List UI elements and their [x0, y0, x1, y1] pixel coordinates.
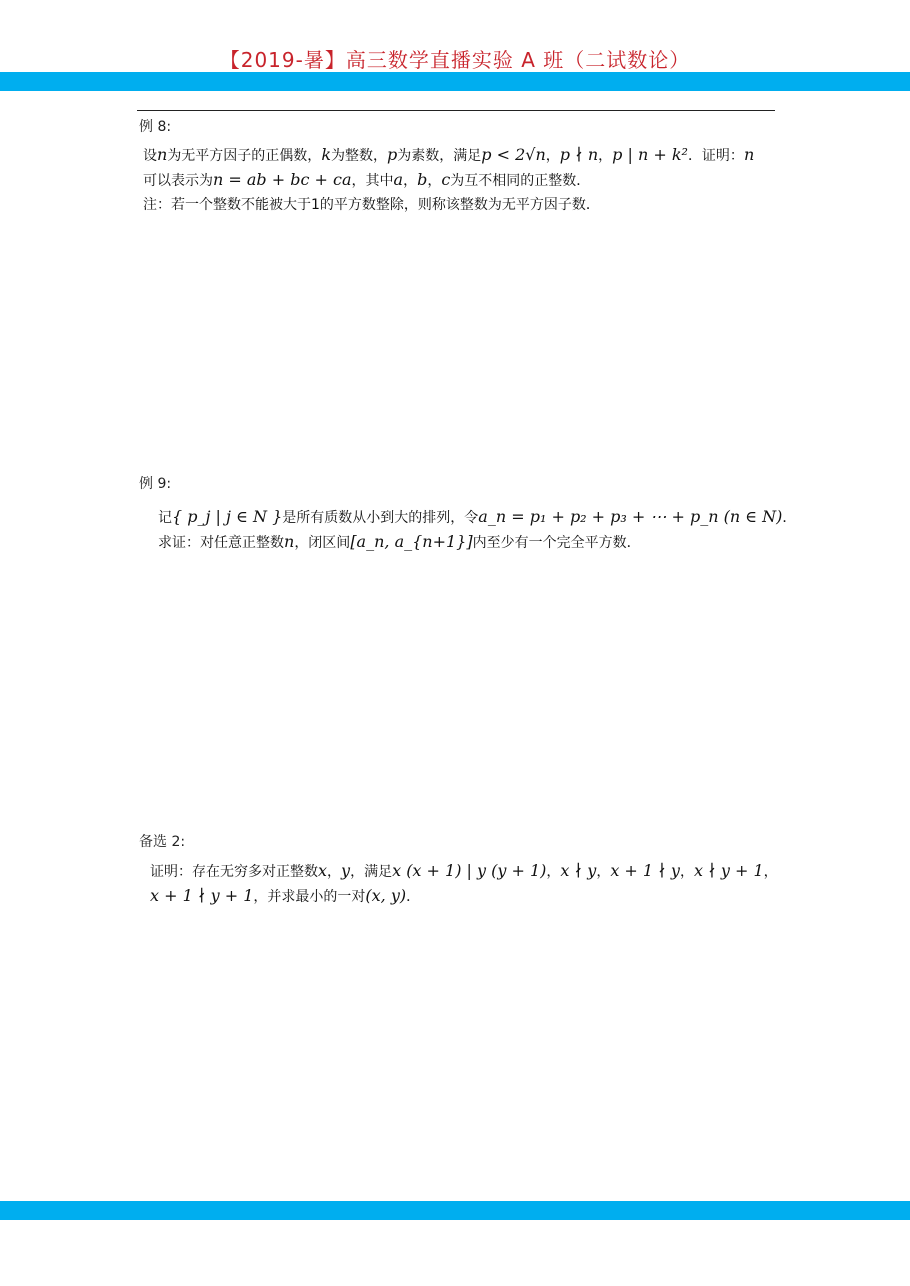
math: x [318, 861, 328, 880]
text: 记 [158, 510, 172, 526]
example-8-line-1 [143, 143, 754, 168]
text: ， [598, 148, 613, 164]
text: ， [546, 864, 561, 880]
text: ， [427, 173, 442, 189]
text: 为整数， [331, 148, 388, 164]
text: 为互不相同的正整数． [450, 173, 591, 189]
math: n = ab + bc + ca [213, 170, 352, 189]
math: x ∤ y + 1 [693, 861, 764, 880]
example-8-line-2 [143, 168, 754, 193]
text: ，其中 [351, 173, 394, 189]
page-header-title: 【2019-暑】高三数学直播实验 A 班（二试数论） [219, 48, 691, 72]
example-8-label: 例 8: [139, 119, 172, 135]
alternative-2-line-1 [150, 859, 778, 884]
math: n [157, 145, 168, 164]
math: n [743, 145, 755, 164]
text: 证明：存在无穷多对正整数 [150, 864, 318, 880]
math: x ∤ y [560, 861, 597, 880]
text: ， [545, 148, 560, 164]
alternative-2-line-2 [150, 884, 778, 909]
alternative-2-body [150, 859, 778, 909]
bottom-color-band [0, 1201, 910, 1220]
text: 是所有质数从小到大的排列，令 [282, 510, 479, 526]
text: 设 [143, 148, 157, 164]
math: p [387, 145, 398, 164]
text: ， [679, 864, 694, 880]
example-9-body [158, 505, 796, 555]
alternative-2-label: 备选 2: [139, 834, 186, 850]
example-8-note: 注：若一个整数不能被大于1的平方数整除，则称该整数为无平方因子数． [143, 197, 600, 213]
example-8-body [143, 143, 754, 218]
text: ， [763, 864, 778, 880]
text: ，闭区间 [294, 535, 351, 551]
math: y [341, 861, 351, 880]
math: p < 2√n [481, 145, 546, 164]
math: [a_n, a_{n+1}] [350, 532, 473, 551]
example-9-label: 例 9: [139, 476, 172, 492]
text: ． [782, 510, 797, 526]
math: k [321, 145, 332, 164]
header-rule [137, 110, 775, 111]
text: 可以表示为 [143, 173, 213, 189]
example-9-line-1 [158, 505, 796, 530]
text: ， [403, 173, 418, 189]
math: c [441, 170, 451, 189]
text: ． [406, 889, 421, 905]
math: p | n + k² [612, 145, 688, 164]
math: x (x + 1) | y (y + 1) [392, 861, 547, 880]
math: p ∤ n [559, 145, 599, 164]
text: ，并求最小的一对 [253, 889, 366, 905]
math: a_n = p₁ + p₂ + p₃ + ⋯ + p_n (n ∈ N) [478, 507, 783, 526]
math: { p_j | j ∈ N } [172, 507, 283, 526]
text: ．证明： [687, 148, 744, 164]
text: 内至少有一个完全平方数． [472, 535, 641, 551]
math: x + 1 ∤ y + 1 [150, 886, 254, 905]
text: 为无平方因子的正偶数， [167, 148, 322, 164]
text: ， [327, 864, 342, 880]
example-9-line-2 [158, 530, 796, 555]
text: ，满足 [350, 864, 393, 880]
text: ， [596, 864, 611, 880]
math: (x, y) [365, 886, 407, 905]
math: n [284, 532, 295, 551]
math: a [393, 170, 404, 189]
text: 为素数，满足 [397, 148, 482, 164]
math: b [417, 170, 428, 189]
math: x + 1 ∤ y [610, 861, 680, 880]
text: 求证：对任意正整数 [158, 535, 284, 551]
top-color-band [0, 72, 910, 91]
